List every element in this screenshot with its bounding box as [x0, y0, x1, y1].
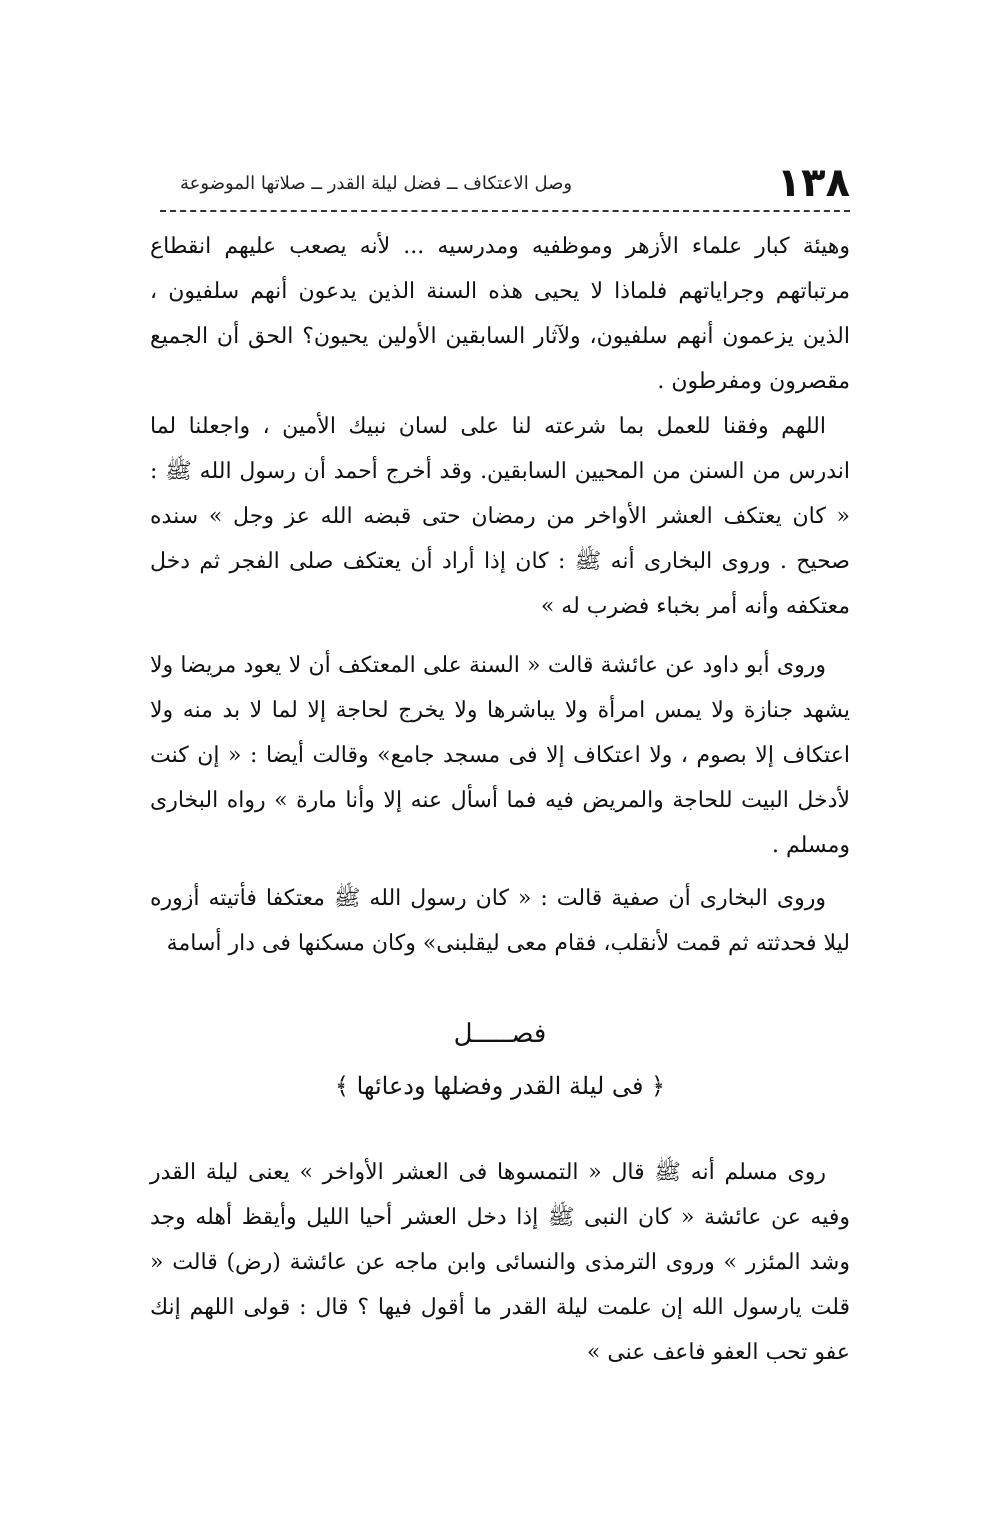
section-subtitle: ﴿ فى ليلة القدر وفضلها ودعائها ﴾	[334, 1072, 666, 1100]
main-text	[150, 224, 850, 1375]
paragraph: وروى البخارى أن صفية قالت : « كان رسول الله ﷺ معتكفا فأتيته أزوره ليلا فحدثته ثم قمت لأنقلب، فقام معى ليقلبنى» وكان مسكنها فى دار أسامة	[150, 886, 850, 956]
running-head: وصل الاعتكاف ــ فضل ليلة القدر ــ صلاتها الموضوعة	[180, 172, 573, 194]
paragraph: وروى أبو داود عن عائشة قالت « السنة على المعتكف أن لا يعود مريضا ولا يشهد جنازة ولا يمس امرأة ولا يباشرها ولا يخرج لحاجة إلا لما لا بد منه ولا اعتكاف إلا بصوم ، ولا اعتكاف إلا فى مسجد جامع» وقالت أيضا : « إن كنت لأدخل البيت للحاجة والمريض فيه فما أسأل عنه إلا وأنا مارة » رواه البخارى ومسلم .	[150, 653, 850, 858]
section-title: فصـــــل	[453, 1019, 547, 1049]
page-header	[180, 160, 850, 206]
header-rule	[160, 210, 850, 212]
paragraph: روى مسلم أنه ﷺ قال « التمسوها فى العشر الأواخر » يعنى ليلة القدر وفيه عن عائشة « كان النبى ﷺ إذا دخل العشر أحيا الليل وأيقظ أهله وجد وشد المئزر » وروى الترمذى والنسائى وابن ماجه عن عائشة (رض) قالت « قلت يارسول الله إن علمت ليلة القدر ما أقول فيها ؟ قال : قولى اللهم إنك عفو تحب العفو فاعف عنى »	[150, 1160, 850, 1365]
page-number: ١٣٨	[776, 160, 850, 206]
paragraph: وهيئة كبار علماء الأزهر وموظفيه ومدرسيه ... لأنه يصعب عليهم انقطاع مرتباتهم وجراياتهم فلماذا لا يحيى هذه السنة الذين يدعون أنهم سلفيون ، الذين يزعمون أنهم سلفيون، ولآثار السابقين الأولين يحيون؟ الحق أن الجميع مقصرون ومفرطون .	[150, 234, 850, 394]
paragraph: اللهم وفقنا للعمل بما شرعته لنا على لسان نبيك الأمين ، واجعلنا لما اندرس من السنن من المحيين السابقين. وقد أخرج أحمد أن رسول الله ﷺ : « كان يعتكف العشر الأواخر من رمضان حتى قبضه الله عز وجل » سنده صحيح . وروى البخارى أنه ﷺ : كان إذا أراد أن يعتكف صلى الفجر ثم دخل معتكفه وأنه أمر بخباء فضرب له »	[150, 414, 851, 619]
